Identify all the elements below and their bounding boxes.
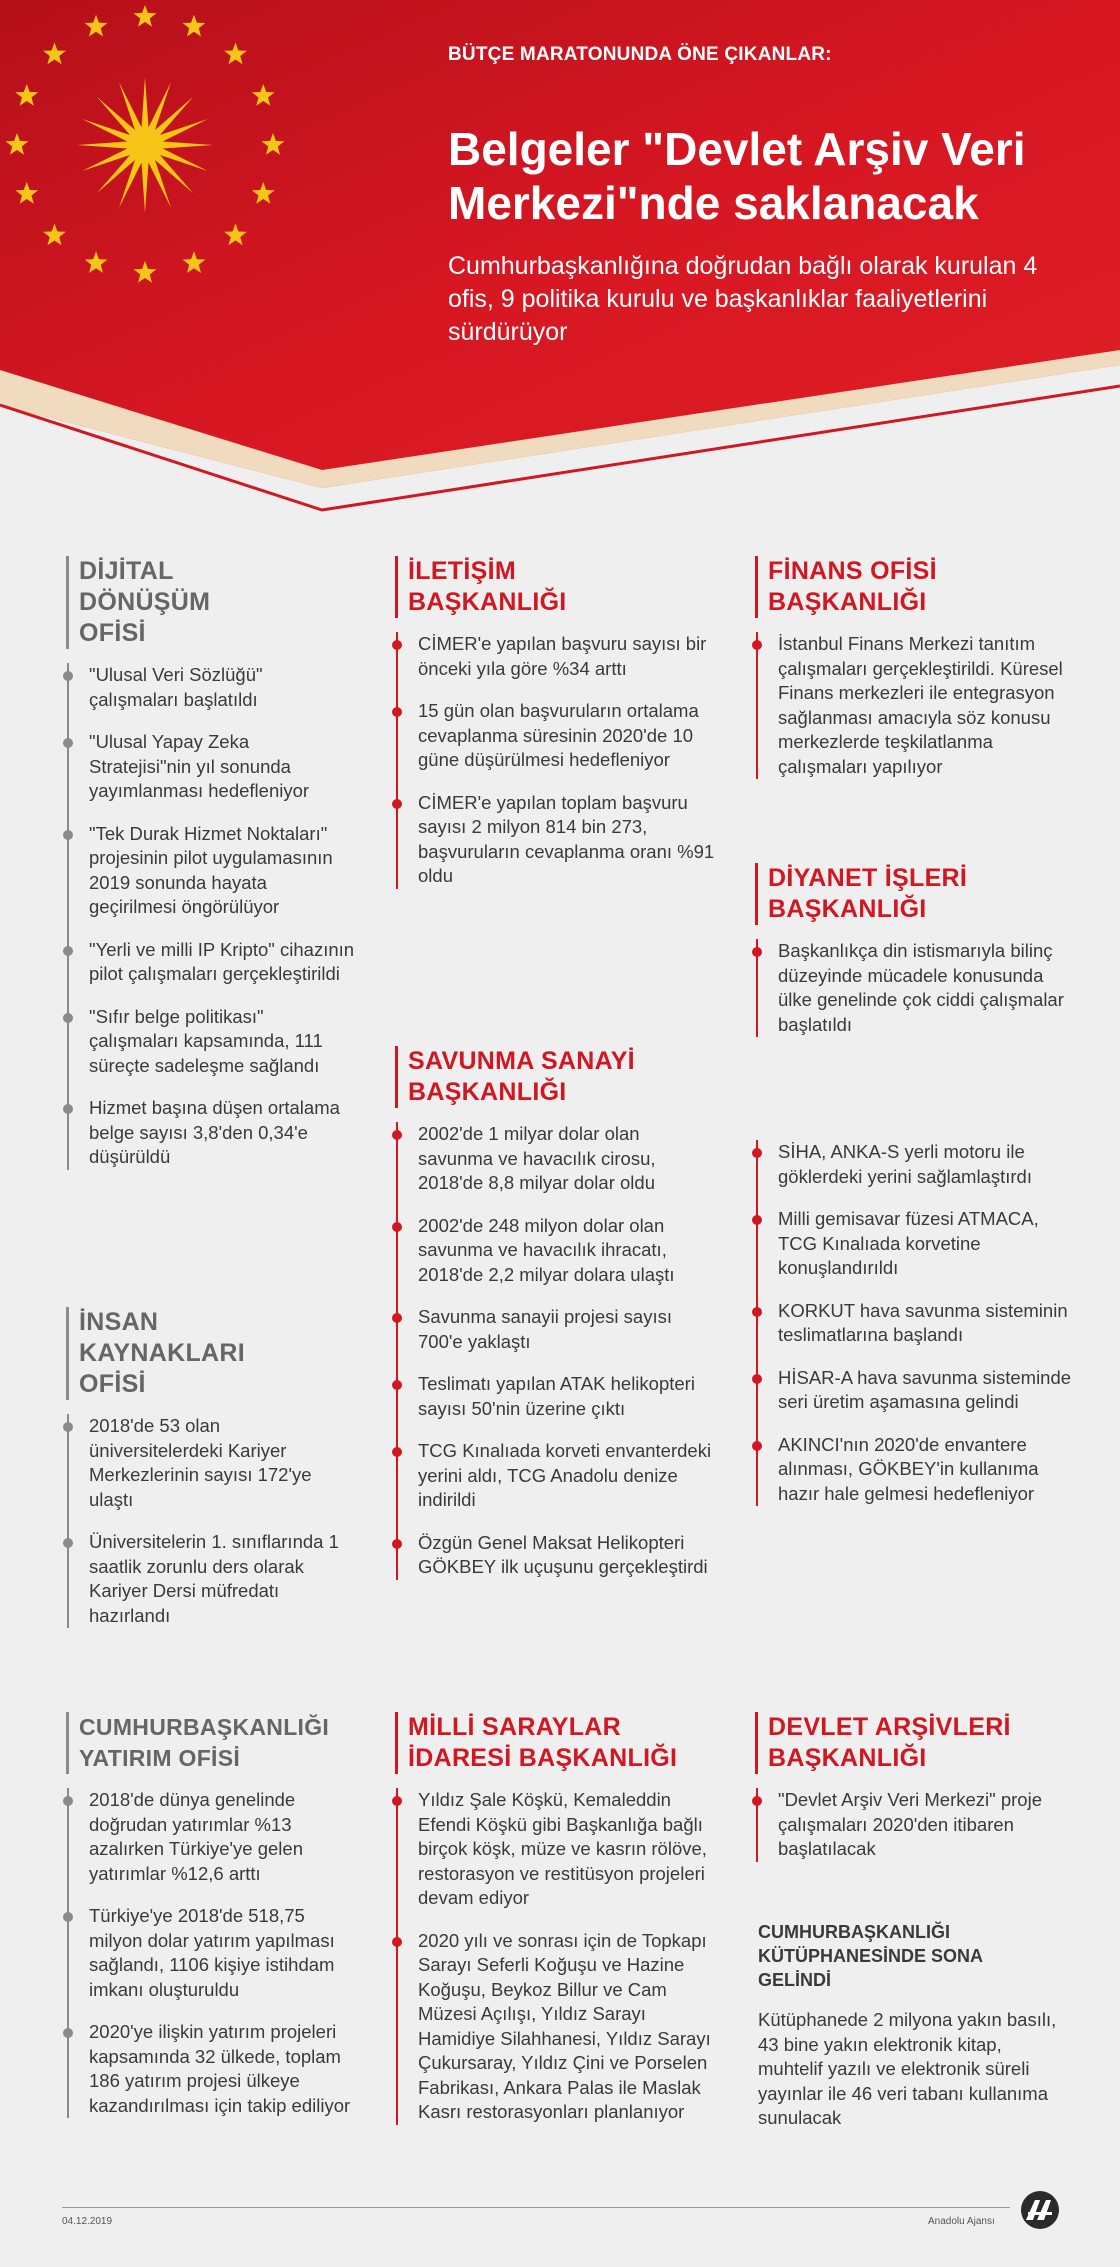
bullet-list [396,1788,715,2125]
bullet-list [756,1140,1075,1506]
section-title: İLETİŞİM BAŞKANLIĞI [395,556,578,618]
bullet-item: "Ulusal Veri Sözlüğü" çalışmaları başlatıldı [69,663,356,712]
bullet-list [67,1414,356,1628]
bullet-item: 15 gün olan başvuruların ortalama cevaplanma süresinin 2020'de 10 güne düşürülmesi hedefleniyor [398,699,715,773]
footer-date: 04.12.2019 [62,2216,113,2227]
section-title: DİYANET İŞLERİ BAŞKANLIĞI [755,863,988,925]
bullet-list [396,632,715,889]
bullet-item: 2020 yılı ve sonrası için de Topkapı Sarayı Seferli Koğuşu ve Hazine Koğuşu, Beykoz Billur ve Cam Müzesi Açılışı, Yıldız Sarayı Hamidiye Silahhanesi, Yıldız Sarayı Çukursaray, Yıldız Çini ve Porselen Fabrikası, Ankara Palas ile Maslak Kasrı restorasyonları planlanıyor [398,1929,715,2125]
section-iletisim [395,556,715,889]
bullet-item: Savunma sanayii projesi sayısı 700'e yaklaştı [398,1305,715,1354]
section-devlet-arsivleri [755,1712,1075,1862]
bullet-item: "Yerli ve milli IP Kripto" cihazının pilot çalışmaları gerçekleştirildi [69,938,356,987]
bullet-item: CİMER'e yapılan toplam başvuru sayısı 2 milyon 814 bin 273, başvuruların cevaplanma oranı %91 oldu [398,791,715,889]
bullet-list [396,1122,715,1580]
section-yatirim-ofisi [66,1712,356,2118]
section-title: İNSAN KAYNAKLARI OFİSİ [66,1307,269,1400]
bullet-item: "Ulusal Yapay Zeka Stratejisi"nin yıl sonunda yayımlanması hedefleniyor [69,730,356,804]
section-title: SAVUNMA SANAYİ BAŞKANLIĞI [395,1046,648,1108]
bullet-item: "Devlet Arşiv Veri Merkezi" proje çalışmaları 2020'den itibaren başlatılacak [758,1788,1075,1862]
library-title: CUMHURBAŞKANLIĞI KÜTÜPHANESİNDE SONA GELİNDİ [758,1922,983,1990]
section-finans-ofisi [755,556,1075,779]
headline: Belgeler "Devlet Arşiv Veri Merkezi"nde saklanacak [448,123,1026,229]
bullet-list [67,663,356,1170]
bullet-item: Hizmet başına düşen ortalama belge sayısı 3,8'den 0,34'e düşürüldü [69,1096,356,1170]
bullet-list [756,632,1075,779]
bullet-item: 2018'de 53 olan üniversitelerdeki Kariyer Merkezlerinin sayısı 172'ye ulaştı [69,1414,356,1512]
bullet-list [756,939,1075,1037]
section-title: MİLLİ SARAYLAR İDARESİ BAŞKANLIĞI [395,1712,698,1774]
footer-agency: Anadolu Ajansı [928,2216,995,2227]
bullet-item: TCG Kınalıada korveti envanterdeki yerini aldı, TCG Anadolu denize indirildi [398,1439,715,1513]
bullet-item: Teslimatı yapılan ATAK helikopteri sayısı 50'nin üzerine çıktı [398,1372,715,1421]
section-title: DİJİTAL DÖNÜŞÜM OFİSİ [66,556,229,649]
section-diyanet [755,863,1075,1037]
bullet-item: SİHA, ANKA-S yerli motoru ile göklerdeki yerini sağlamlaştırdı [758,1140,1075,1189]
subheadline: Cumhurbaşkanlığına doğrudan bağlı olarak kurulan 4 ofis, 9 politika kurulu ve başkanlıklar faaliyetlerini sürdürüyor [448,252,1038,346]
anadolu-ajansi-logo-icon [1020,2190,1060,2230]
bullet-item: 2002'de 248 milyon dolar olan savunma ve havacılık ihracatı, 2018'de 2,2 milyar dolara ulaştı [398,1214,715,1288]
bullet-item: İstanbul Finans Merkezi tanıtım çalışmaları gerçekleştirildi. Küresel Finans merkezleri ile entegrasyon sağlanması amacıyla söz konusu merkezlerde teşkilatlanma çalışmaları yapılıyor [758,632,1075,779]
bullet-item: Milli gemisavar füzesi ATMACA, TCG Kınalıada korvetine konuşlandırıldı [758,1207,1075,1281]
library-text: Kütüphanede 2 milyona yakın basılı, 43 bine yakın elektronik kitap, muhtelif yazılı ve elektronik süreli yayınlar ile 46 veri tabanı kullanıma sunulacak [758,2009,1057,2128]
bullet-item: CİMER'e yapılan başvuru sayısı bir önceki yıla göre %34 arttı [398,632,715,681]
header-banner [0,0,1120,520]
bullet-item: Üniversitelerin 1. sınıflarında 1 saatlik zorunlu ders olarak Kariyer Dersi müfredatı hazırlandı [69,1530,356,1628]
bullet-item: AKINCI'nın 2020'de envantere alınması, GÖKBEY'in kullanıma hazır hale gelmesi hedefleniyor [758,1433,1075,1507]
bullet-item: Türkiye'ye 2018'de 518,75 milyon dolar yatırım yapılması sağlandı, 1106 kişiye istihdam imkanı oluşturuldu [69,1904,356,2002]
bullet-item: 2020'ye ilişkin yatırım projeleri kapsamında 32 ülkede, toplam 186 yatırım projesi ülkeye kazandırılması için takip ediliyor [69,2020,356,2118]
bullet-item: "Tek Durak Hizmet Noktaları" projesinin pilot uygulamasının 2019 sonunda hayata geçirilmesi öngörülüyor [69,822,356,920]
bullet-list [67,1788,356,2118]
kicker: BÜTÇE MARATONUNDA ÖNE ÇIKANLAR: [448,44,832,65]
section-title: FİNANS OFİSİ BAŞKANLIĞI [755,556,958,618]
presidential-sun-emblem-icon [0,0,290,290]
bullet-item: KORKUT hava savunma sisteminin teslimatlarına başlandı [758,1299,1075,1348]
bullet-item: HİSAR-A hava savunma sisteminde seri üretim aşamasına gelindi [758,1366,1075,1415]
bullet-item: "Sıfır belge politikası" çalışmaları kapsamında, 111 süreçte sadeleşme sağlandı [69,1005,356,1079]
bullet-item: Başkanlıkça din istismarıyla bilinç düzeyinde mücadele konusunda ülke genelinde çok ciddi çalışmalar başlatıldı [758,939,1075,1037]
bullet-item: 2018'de dünya genelinde doğrudan yatırımlar %13 azalırken Türkiye'ye gelen yatırımlar %12,6 arttı [69,1788,356,1886]
section-savunma-sanayi [395,1046,715,1580]
footer-divider [62,2207,1010,2208]
section-savunma-sanayi-continued [755,1126,1075,1506]
bullet-item: Özgün Genel Maksat Helikopteri GÖKBEY ilk uçuşunu gerçekleştirdi [398,1531,715,1580]
section-title: CUMHURBAŞKANLIĞI YATIRIM OFİSİ [66,1712,369,1774]
bullet-list [756,1788,1075,1862]
bullet-item: 2002'de 1 milyar dolar olan savunma ve havacılık cirosu, 2018'de 8,8 milyar dolar oldu [398,1122,715,1196]
bullet-item: Yıldız Şale Köşkü, Kemaleddin Efendi Köşkü gibi Başkanlığa bağlı birçok köşk, müze ve kasrın rölöve, restorasyon ve restitüsyon projeleri devam ediyor [398,1788,715,1911]
section-insan-kaynaklari [66,1307,356,1628]
section-title: DEVLET ARŞİVLERİ BAŞKANLIĞI [755,1712,1028,1774]
section-milli-saraylar [395,1712,715,2125]
section-dijital-donusum [66,556,356,1170]
